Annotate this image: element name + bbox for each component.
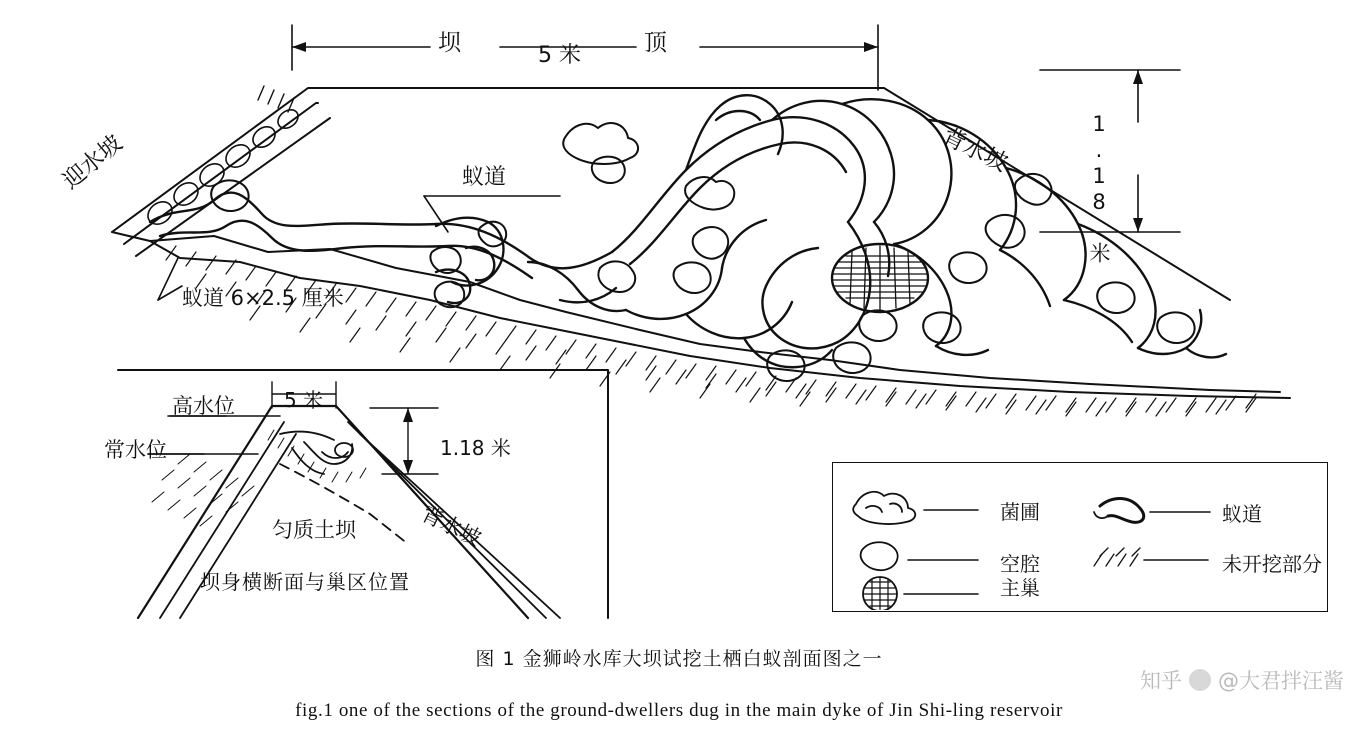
inset-homogeneous-dam-label: 匀质土坝 bbox=[272, 518, 356, 542]
dam-crest-and-slopes bbox=[112, 88, 1230, 300]
legend-item-label-cavity: 空腔 bbox=[1000, 552, 1040, 576]
main-nest-icon bbox=[863, 577, 897, 610]
crest-right-label: 顶 bbox=[644, 30, 667, 56]
downstream-slope-label: 背水坡 bbox=[937, 123, 1012, 178]
dam-height-value: 1.18 米 bbox=[1087, 112, 1111, 265]
ant-tunnel-label: 蚁道 bbox=[462, 165, 507, 190]
figure-title-en: fig.1 one of the sections of the ground-dwellers dug in the main dyke of Jin Shi-ling reservoir bbox=[295, 700, 1063, 721]
crest-left-label: 坝 bbox=[438, 30, 461, 56]
ant-tunnel-size-label: 蚁道 6×2.5 厘米 bbox=[182, 286, 344, 310]
inset-high-water-label: 高水位 bbox=[172, 394, 235, 418]
legend-item-label-unexcavated: 未开挖部分 bbox=[1222, 552, 1322, 576]
inset-downstream-slope-label: 背水坡 bbox=[417, 501, 485, 551]
cavity-icon bbox=[861, 542, 898, 570]
legend-item-label-fungus: 菌圃 bbox=[1000, 500, 1040, 524]
watermark bbox=[1140, 665, 1344, 695]
figure-title-cn: 图 1 金狮岭水库大坝试挖土栖白蚁剖面图之一 bbox=[475, 648, 883, 670]
inset-title: 坝身横断面与巢区位置 bbox=[200, 570, 410, 594]
watermark-site: 知乎 bbox=[1140, 669, 1182, 693]
legend-item-label-tunnel: 蚁道 bbox=[1222, 502, 1262, 526]
crest-dimension bbox=[292, 25, 878, 90]
legend-icons bbox=[832, 462, 1326, 610]
inset-normal-water-label: 常水位 bbox=[104, 438, 167, 462]
watermark-user: @大君拌汪酱 bbox=[1218, 669, 1344, 693]
upstream-slope-label: 迎水坡 bbox=[57, 130, 128, 195]
inset-crest-width-value: 5 米 bbox=[284, 388, 324, 412]
fungus-gardens bbox=[430, 123, 1194, 381]
unexcavated-hatch-icon bbox=[1094, 548, 1140, 566]
crest-width-value: 5 米 bbox=[538, 43, 581, 68]
inset-height-value: 1.18 米 bbox=[440, 436, 511, 460]
avatar bbox=[1189, 669, 1211, 691]
legend-item-label-main-nest: 主巢 bbox=[1000, 576, 1040, 600]
fungus-garden-icon bbox=[853, 492, 915, 524]
main-nest bbox=[832, 244, 928, 312]
ant-tunnel-icon bbox=[1094, 499, 1144, 523]
